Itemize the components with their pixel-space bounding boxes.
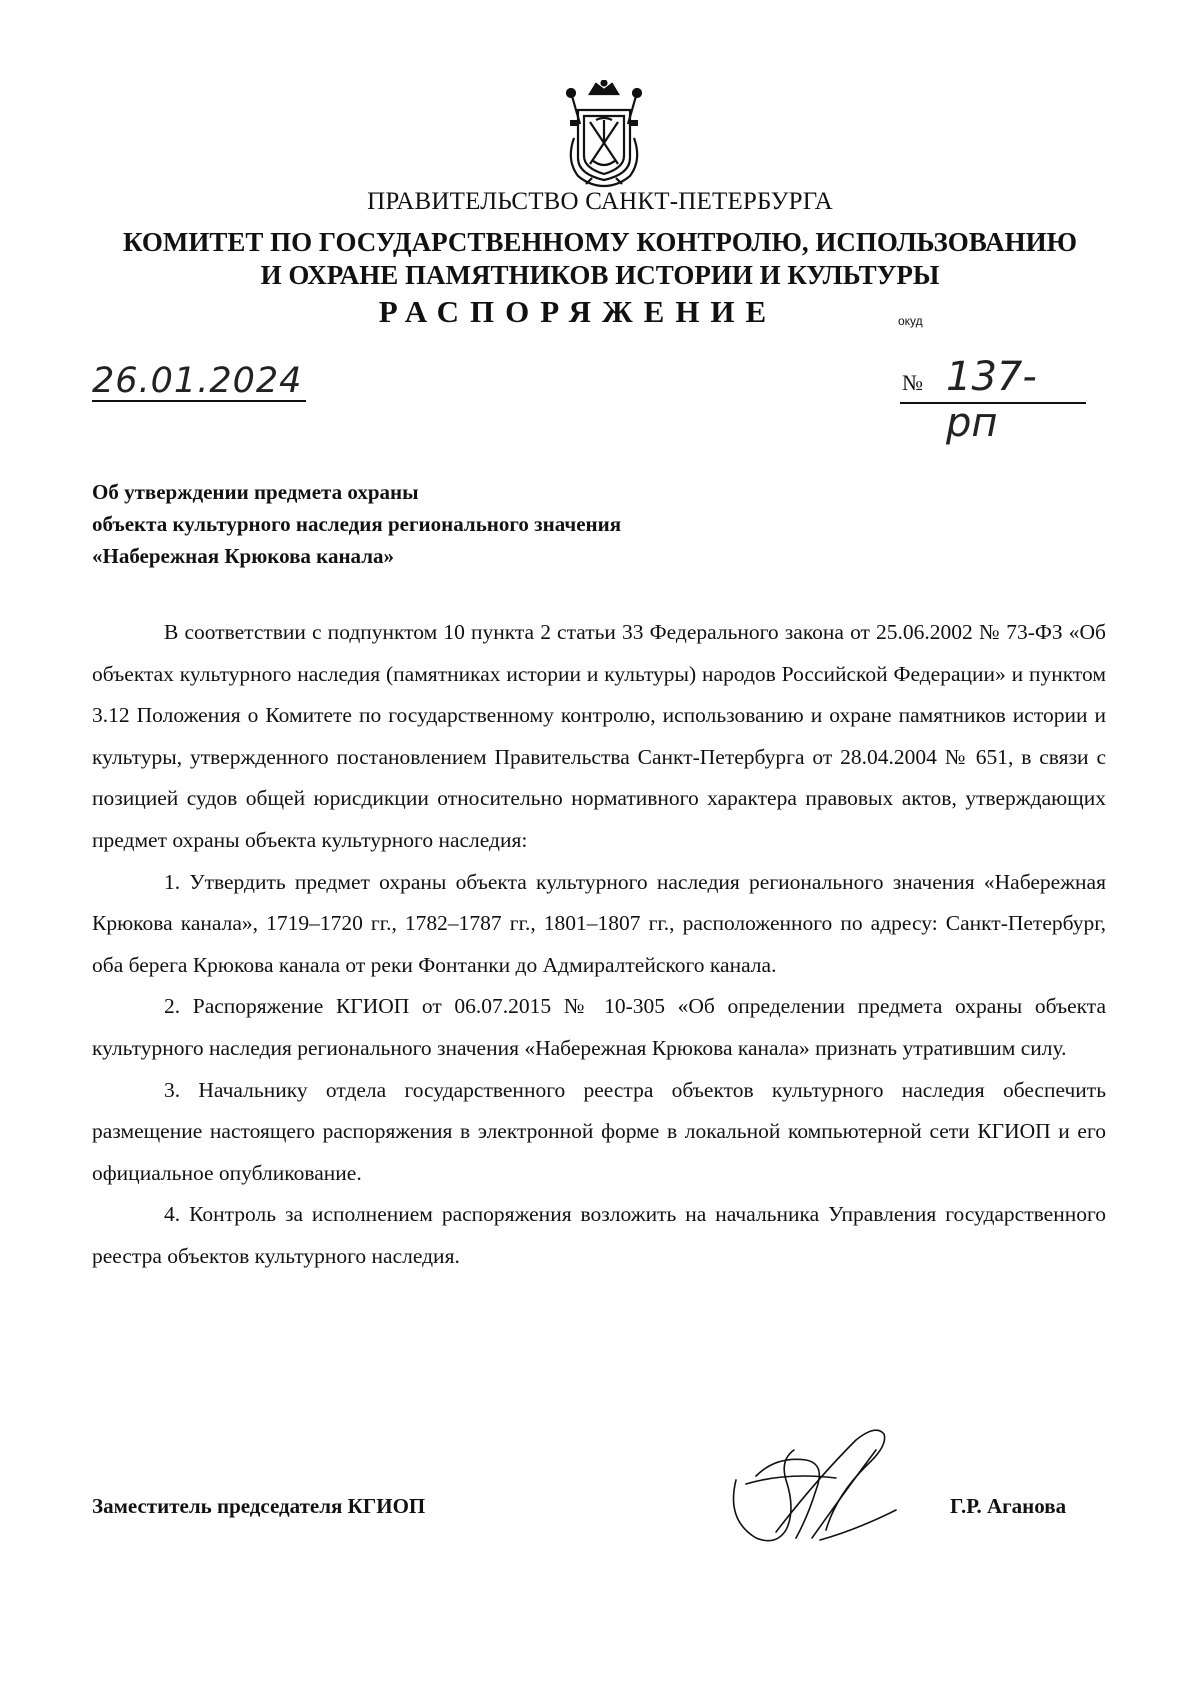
subject-line: «Набережная Крюкова канала» [92,544,395,568]
document-subject [92,476,621,572]
committee-name-line: КОМИТЕТ ПО ГОСУДАРСТВЕННОМУ КОНТРОЛЮ, ИСПОЛЬЗОВАНИЮ [123,227,1077,257]
document-body [92,612,1106,1278]
subject-line: Об утверждении предмета охраны [92,480,419,504]
preamble-paragraph: В соответствии с подпунктом 10 пункта 2 статьи 33 Федерального закона от 25.06.2002 № 73-ФЗ «Об объектах культурного наследия (памятниках истории и культуры) народов Российской Федерации» и пунктом 3.12 Положения о Комитете по государственному контролю, использованию и охране памятников истории и культуры, утвержденного постановлением Правительства Санкт-Петербурга от 28.04.2004 № 651, в связи с позицией судов общей юрисдикции относительно нормативного характера правовых актов, утверждающих предмет охраны объекта культурного наследия: [92,620,1106,852]
document-date: 26.01.2024 [92,362,306,402]
number-sign: № [902,370,923,395]
document-number: 137-рп [946,354,1037,446]
okud-label: окуд [898,314,923,328]
clause-paragraph: 2. Распоряжение КГИОП от 06.07.2015 № 10-305 «Об определении предмета охраны объекта культурного наследия регионального значения «Набережная Крюкова канала» признать утратившим силу. [92,994,1106,1060]
document-number-field [900,354,1086,446]
document-type-title: РАСПОРЯЖЕНИЕ [378,294,778,329]
handwritten-signature-icon [716,1420,906,1550]
clause-paragraph: 3. Начальнику отдела государственного реестра объектов культурного наследия обеспечить размещение настоящего распоряжения в электронной форме в локальной компьютерной сети КГИОП и его официальное опубликование. [92,1077,1106,1185]
clause-paragraph: 4. Контроль за исполнением распоряжения возложить на начальника Управления государственного реестра объектов культурного наследия. [92,1202,1106,1268]
committee-name-line: И ОХРАНЕ ПАМЯТНИКОВ ИСТОРИИ И КУЛЬТУРЫ [260,260,940,290]
subject-line: объекта культурного наследия регионального значения [92,512,622,536]
spb-coat-of-arms-icon [556,80,652,190]
clause-paragraph: 1. Утвердить предмет охраны объекта культурного наследия регионального значения «Набережная Крюкова канала», 1719–1720 гг., 1782–1787 гг., 1801–1807 гг., расположенного по адресу: Санкт-Петербург, оба берега Крюкова канала от реки Фонтанки до Адмиралтейского канала. [92,869,1106,977]
signatory-title: Заместитель председателя КГИОП [92,1494,426,1518]
signatory-name: Г.Р. Аганова [950,1494,1067,1518]
government-name: ПРАВИТЕЛЬСТВО САНКТ-ПЕТЕРБУРГА [367,188,833,215]
committee-name [0,226,1200,292]
